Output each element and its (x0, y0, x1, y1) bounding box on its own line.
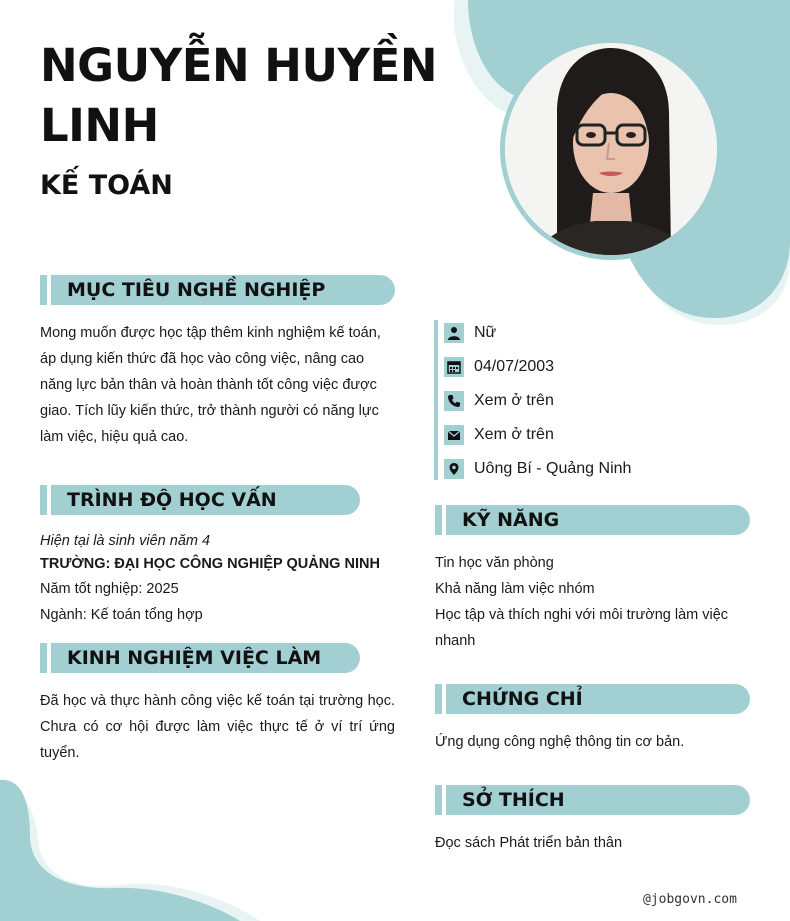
contact-phone (444, 390, 554, 412)
experience-title: KINH NGHIỆM VIỆC LÀM (67, 647, 322, 669)
avatar (505, 43, 717, 255)
objective-title: MỤC TIÊU NGHỀ NGHIỆP (67, 279, 326, 301)
skills-title: KỸ NĂNG (462, 509, 560, 531)
candidate-role: KẾ TOÁN (40, 170, 173, 201)
gender-value: Nữ (474, 324, 497, 341)
skill-item: Học tập và thích nghi với môi trường làm việc nhanh (435, 607, 729, 649)
contact-bar (434, 320, 438, 480)
education-graduation: Năm tốt nghiệp: 2025 (40, 581, 179, 597)
objective-heading (40, 275, 395, 305)
experience-text: Đã học và thực hành công việc kế toán tại trường học. Chưa có cơ hội được làm việc thực tế ở ví trí ứng tuyển. (40, 693, 395, 761)
contact-gender (444, 322, 496, 344)
contact-email (444, 424, 554, 446)
calendar-icon (444, 357, 464, 377)
email-icon (444, 425, 464, 445)
candidate-name: NGUYỄN HUYỀN LINH (40, 39, 437, 152)
skills-heading (435, 505, 750, 535)
hobbies-text: Đọc sách Phát triển bản thân (435, 835, 623, 851)
contact-birthday (444, 356, 554, 378)
skill-item: Tin học văn phòng (435, 555, 554, 571)
contact-address (444, 458, 631, 480)
education-heading (40, 485, 360, 515)
birthday-value: 04/07/2003 (474, 358, 555, 375)
person-icon (444, 323, 464, 343)
education-title: TRÌNH ĐỘ HỌC VẤN (67, 489, 277, 511)
hobbies-title: SỞ THÍCH (462, 789, 565, 811)
phone-icon (444, 391, 464, 411)
email-value: Xem ở trên (474, 426, 554, 443)
education-major: Ngành: Kế toán tổng hợp (40, 607, 203, 623)
phone-value: Xem ở trên (474, 392, 554, 409)
certificates-title: CHỨNG CHỈ (462, 688, 583, 710)
hobbies-heading (435, 785, 750, 815)
certificates-heading (435, 684, 750, 714)
experience-heading (40, 643, 360, 673)
skill-item: Khả năng làm việc nhóm (435, 581, 595, 597)
education-school: TRƯỜNG: ĐẠI HỌC CÔNG NGHIỆP QUẢNG NINH (40, 556, 380, 572)
address-value: Uông Bí - Quảng Ninh (474, 460, 632, 477)
education-status: Hiện tại là sinh viên năm 4 (40, 533, 211, 549)
location-icon (444, 459, 464, 479)
objective-text: Mong muốn được học tập thêm kinh nghiệm kế toán, áp dụng kiến thức đã học vào công việc, nâng cao năng lực bản thân và hoàn thành tốt công việc được giao. Tích lũy kiến thức, trở thành người có năng lực làm việc, hiệu quả cao. (40, 325, 381, 445)
certificates-text: Ứng dụng công nghệ thông tin cơ bản. (435, 734, 685, 750)
watermark: @jobgovn.com (643, 892, 737, 907)
avatar-image (505, 43, 717, 255)
